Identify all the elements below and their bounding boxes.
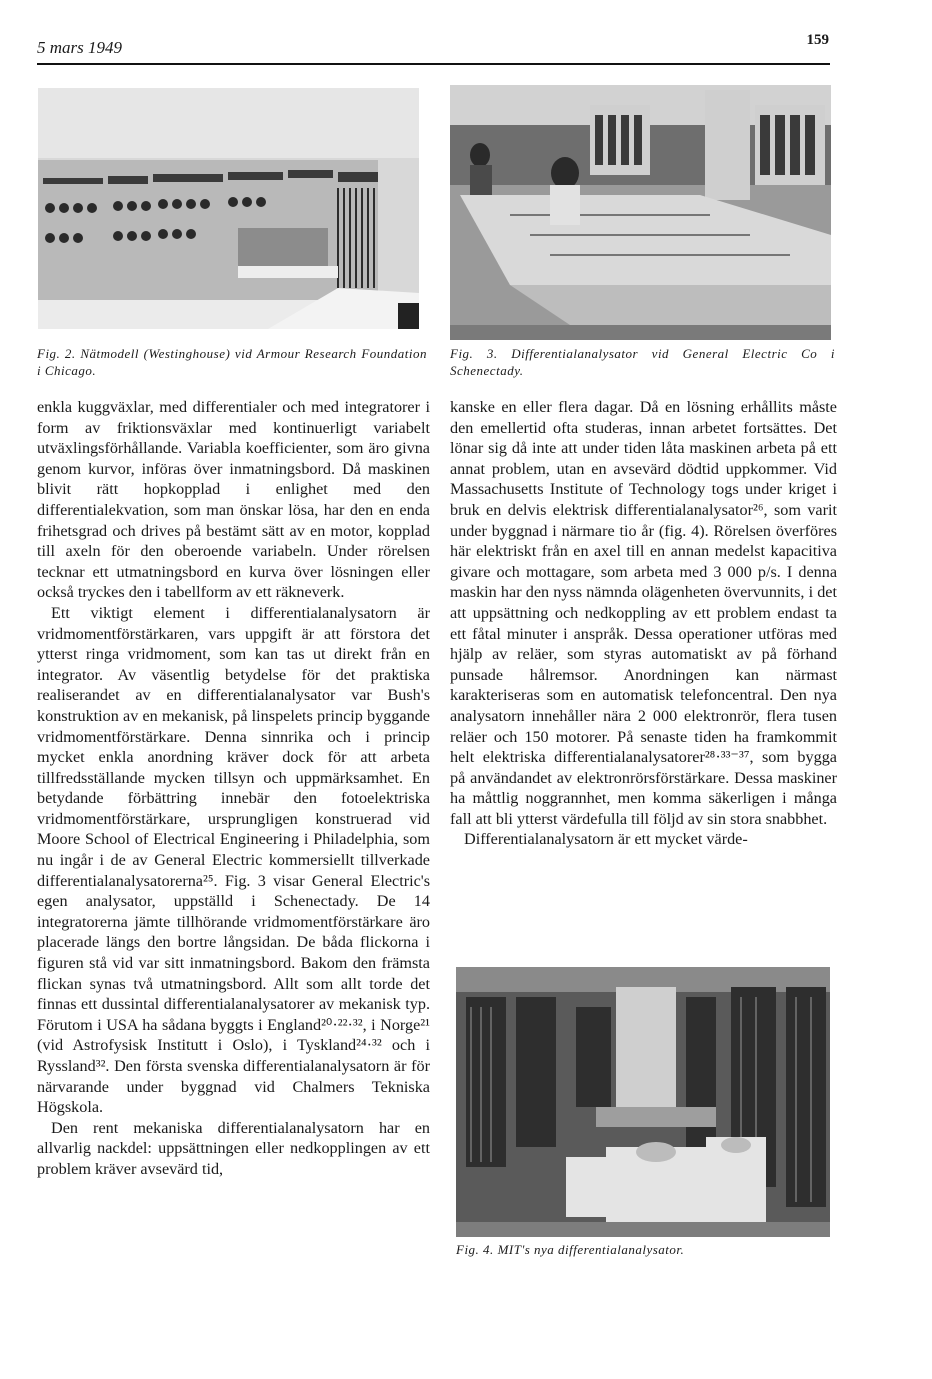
figure-2-label: Fig. 2. [37,346,76,361]
figure-3-caption-text: Differentialanalysator vid General Electric Co i Schenectady. [450,346,836,378]
paragraph: Differentialanalysatorn är ett mycket värde- [464,830,748,849]
body-column-left [37,397,430,1180]
figure-4-caption-text: MIT's nya differentialanalysator. [497,1242,685,1257]
paragraph: Ett viktigt element i differentialanalysatorn är vridmomentförstärkaren, vars uppgift är att förstora det ytterst ringa vridmoment, som kan tas ut direkt från en integrator. Av väsentlig betydelse för det praktiska realiserandet av en differentialanalysator var Bush's konstruktion av en mekanisk, på linspelets princip byggande vridmomentförstärkare. Denna sinnrika och i princip mycket enkla anordning kräver dock för att arbeta tillfredsställande mycken tillsyn och uppmärksamhet. En betydande förbättring innebär den fotoelektriska vridmomentförstärkare, ursprungligen konstruerad vid Moore School of Electrical Engineering i Philadelphia, som nu ingår i de av General Electric kommersiellt tillverkade differentialanalysatorerna²⁵. Fig. 3 visar General Electric's egen analysator, uppställd i Schenectady. De 14 integratorerna jämte tillhörande vridmomentförstärkare äro placerade längs den bortre långsidan. De båda flickorna i figuren stå vid var sitt inmatningsbord. Bakom den främsta flickan synas två utmatningsbord. Allt som allt torde det finnas ett dussintal differentialanalysatorer av mekanisk typ. Förutom i USA ha sådana byggts i England²⁰·²²·³², i Norge²¹ (vid Astrofysisk Institutt i Oslo), i Tyskland²⁴·³² och i Ryssland³². Den första svenska differentialanalysatorn är för närvarande under byggnad vid Chalmers Tekniska Högskola. [37,603,430,1117]
paragraph: Den rent mekaniska differentialanalysatorn har en allvarlig nackdel: uppsättningen eller nedkopplingen av ett problem kräver avsevärd tid, [37,1118,430,1178]
paragraph: kanske en eller flera dagar. Då en lösning erhållits måste den emellertid ofta studeras, innan arbetet fortsättes. Det lönar sig då inte att under tiden låta maskinen arbeta på ett annat problem, utan en avsevärd dödtid uppkommer. Vid Massachusetts Institute of Technology togs under kriget i bruk en delvis elektrisk differentialanalysator²⁶, som varit under byggnad i närmare tio år (fig. 4). Rörelsen överföres här elektriskt från en axel till en annan medelst kapacitiva givare och mottagare, som arbeta med 3 000 p/s. I denna maskin har den nyss nämnda olägenheten övervunnits, i det att uppsättning och nedkoppling av ett problem endast ta ett fåtal minuter i anspråk. Dessa operationer utföras med hjälp av reläer, som styras automatiskt av på förhand punsade hålremsor. Anordningen kan närmast karakteriseras som en automatisk telefoncentral. Den nya analysatorn innehåller nära 2 000 elektronrör, flera tusen reläer och 150 motorer. På senaste tiden ha framkommit helt elektriska differentialanalysatorer²⁸·³³⁻³⁷, som bygga på användandet av elektronrörsförstärkare. Dessa maskiner ha måttlig noggrannhet, men komma säkerligen i många fall att bli ytterst värdefulla till följd av sin stora snabbhet. [450,398,837,828]
header-date: 5 mars 1949 [37,38,123,57]
header-rule [37,63,830,65]
figure-3-caption [450,345,835,379]
body-column-right [450,397,837,850]
figure-3-label: Fig. 3. [450,346,498,361]
figure-2-caption-text: Nätmodell (Westinghouse) vid Armour Research Foundation i Chicago. [37,346,427,378]
figure-2-photo [38,88,419,329]
figure-3-photo [450,85,831,340]
figure-4-caption [456,1241,836,1258]
figure-4-photo [456,967,830,1237]
paragraph: enkla kuggväxlar, med differentialer och med integratorer i form av friktionsväxlar med kontinuerligt variabelt utväxlingsförhållande. Variabla koefficienter, som äro givna genom kurvor, införas över inmatningsbord. Då maskinen blivit rätt hopkopplad i enlighet med den differentialekvation, som man önskar lösa, har den en enda frihetsgrad och drives på bestämt sätt av en motor, kopplad till axeln för den oberoende variabeln. Under rörelsen tecknar ett utmatningsbord en kurva över lösningen eller också tryckes den i tabellform av ett räkneverk. [37,398,430,602]
page-number: 159 [806,32,829,48]
figure-4-label: Fig. 4. [456,1242,494,1257]
figure-2-caption [37,345,427,379]
